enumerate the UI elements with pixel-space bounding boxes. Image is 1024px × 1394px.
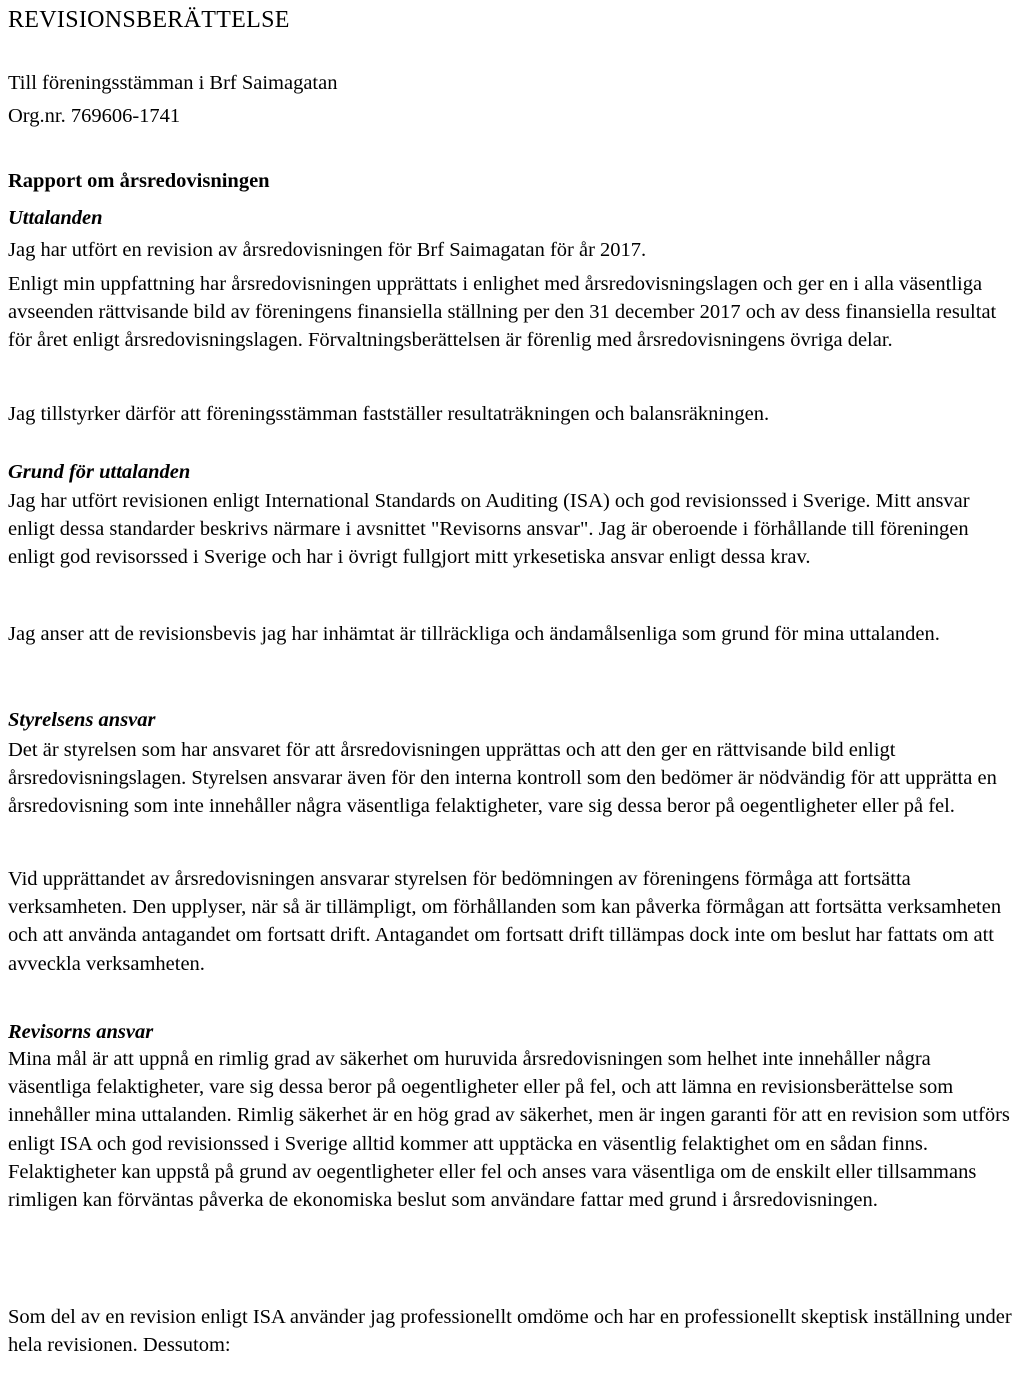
styrelsens-paragraph-1: Det är styrelsen som har ansvaret för att årsredovisningen upprättas och att den ger en rättvisande bild enligt årsredovisningslagen. Styrelsen ansvarar även för den interna kontroll som den bedömer är nödvändig för att upprätta en årsredovisning som inte innehåller några väsentliga felaktigheter, vare sig dessa beror på oegentligheter eller på fel.: [8, 739, 997, 818]
styrelsens-paragraph-2: Vid upprättandet av årsredovisningen ansvarar styrelsen för bedömningen av föreningens förmåga att fortsätta verksamheten. Den upplyser, när så är tillämpligt, om förhållanden som kan påverka förmågan att fortsätta verksamheten och att använda antagandet om fortsatt drift. Antagandet om fortsatt drift tillämpas dock inte om beslut har fattats om att avveckla verksamheten.: [8, 868, 1002, 975]
org-number: Org.nr. 769606-1741: [8, 105, 181, 127]
uttalanden-paragraph-3: Jag tillstyrker därför att föreningsstämman fastställer resultaträkningen och balansräkningen.: [8, 403, 770, 425]
grund-paragraph-2: Jag anser att de revisionsbevis jag har inhämtat är tillräckliga och ändamålsenliga som grund för mina uttalanden.: [8, 623, 940, 645]
section-heading-annual-report: Rapport om årsredovisningen: [8, 170, 270, 192]
heading-revisorns-ansvar: Revisorns ansvar: [8, 1021, 154, 1043]
uttalanden-paragraph-2: Enligt min uppfattning har årsredovisningen upprättats i enlighet med årsredovisningslagen och ger en i alla väsentliga avseenden rättvisande bild av föreningens finansiella ställning per den 31 december 2017 och av dess finansiella resultat för året enligt årsredovisningslagen. Förvaltningsberättelsen är förenlig med årsredovisningens övriga delar.: [8, 273, 997, 352]
revisorns-paragraph-1: Mina mål är att uppnå en rimlig grad av säkerhet om huruvida årsredovisningen som helhet inte innehåller några väsentliga felaktigheter, vare sig dessa beror på oegentligheter eller på fel, och att lämna en revisionsberättelse som innehåller mina uttalanden. Rimlig säkerhet är en hög grad av säkerhet, men är ingen garanti för att en revision som utförs enligt ISA och god revisionssed i Sverige alltid kommer att upptäcka en väsentlig felaktighet om en sådan finns. Felaktigheter kan uppstå på grund av oegentligheter eller fel och anses vara väsentliga om de enskilt eller tillsammans rimligen kan förväntas påverka de ekonomiska beslut som användare fattar med grund i årsredovisningen.: [8, 1048, 1010, 1212]
recipient-line: Till föreningsstämman i Brf Saimagatan: [8, 72, 338, 94]
revisorns-paragraph-2: Som del av en revision enligt ISA använder jag professionellt omdöme och har en professionellt skeptisk inställning under hela revisionen. Dessutom:: [8, 1306, 1012, 1357]
document-title: REVISIONSBERÄTTELSE: [8, 7, 290, 33]
heading-uttalanden: Uttalanden: [8, 207, 103, 229]
heading-grund-for-uttalanden: Grund för uttalanden: [8, 461, 191, 483]
heading-styrelsens-ansvar: Styrelsens ansvar: [8, 709, 156, 731]
grund-paragraph-1: Jag har utfört revisionen enligt International Standards on Auditing (ISA) och god revisionssed i Sverige. Mitt ansvar enligt dessa standarder beskrivs närmare i avsnittet "Revisorns ansvar". Jag är oberoende i förhållande till föreningen enligt god revisorssed i Sverige och har i övrigt fullgjort mitt yrkesetiska ansvar enligt dessa krav.: [8, 490, 970, 569]
uttalanden-paragraph-1: Jag har utfört en revision av årsredovisningen för Brf Saimagatan för år 2017.: [8, 239, 647, 261]
